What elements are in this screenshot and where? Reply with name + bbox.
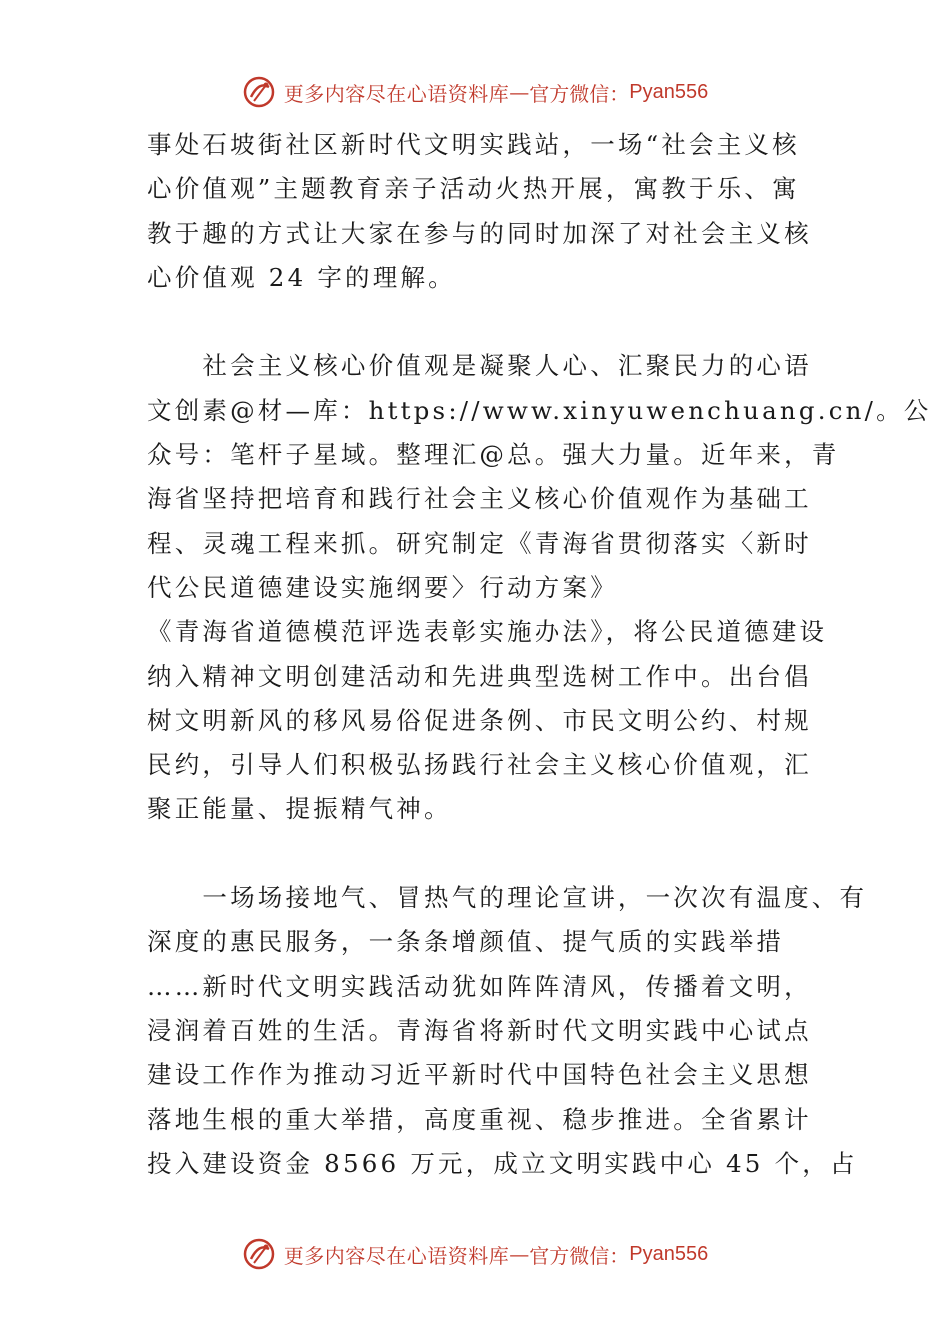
footer-wechat-label: 官方微信： <box>529 1243 630 1268</box>
text-line: 建设工作作为推动习近平新时代中国特色社会主义思想 <box>147 1060 812 1090</box>
text-line: 树文明新风的移风易俗促进条例、市民文明公约、村规 <box>147 705 812 735</box>
document-body <box>147 123 932 1186</box>
text-line: 心价值观”主题教育亲子活动火热开展，寓教于乐、寓 <box>147 174 800 204</box>
text-line: 社会主义核心价值观是凝聚人心、汇聚民力的心语 <box>147 351 812 381</box>
header-wechat-id: Pyan556 <box>629 80 709 103</box>
text-line: 海省坚持把培育和践行社会主义核心价值观作为基础工 <box>147 484 812 514</box>
text-line: ……新时代文明实践活动犹如阵阵清风，传播着文明， <box>147 971 812 1001</box>
text-line: 深度的惠民服务，一条条增颜值、提气质的实践举措 <box>147 927 785 957</box>
text-line: 民约，引导人们积极弘扬践行社会主义核心价值观，汇 <box>147 750 812 780</box>
text-line: 事处石坡街社区新时代文明实践站，一场“社会主义核 <box>147 130 800 159</box>
paragraph <box>147 123 827 300</box>
header-banner-separator: — <box>509 80 530 104</box>
header-wechat-label: 官方微信： <box>529 81 630 106</box>
paragraph-gap <box>147 300 827 344</box>
footer-banner-separator: — <box>509 1242 530 1266</box>
header-banner <box>0 72 950 112</box>
logo-icon <box>242 75 276 109</box>
text-line: 落地生根的重大举措，高度重视、稳步推进。全省累计 <box>147 1104 812 1134</box>
text-line: 心价值观 24 字的理解。 <box>147 262 456 292</box>
text-line: 聚正能量、提振精气神。 <box>147 794 452 824</box>
paragraph-gap <box>147 832 827 876</box>
paragraph <box>147 876 868 1186</box>
text-line: 文创素@材—库：https://www.xinyuwenchuang.cn/。公 <box>147 395 932 425</box>
text-line: 《青海省道德模范评选表彰实施办法》，将公民道德建设 <box>147 617 828 647</box>
text-line: 众号：笔杆子星域。整理汇@总。强大力量。近年来，青 <box>147 440 840 470</box>
footer-banner-text: 更多内容尽在心语资料库 <box>283 1243 510 1268</box>
paragraph <box>147 344 932 831</box>
text-line: 程、灵魂工程来抓。研究制定《青海省贯彻落实〈新时 <box>147 528 812 558</box>
text-line: 投入建设资金 8566 万元，成立文明实践中心 45 个，占 <box>147 1148 858 1178</box>
logo-icon <box>242 1237 276 1271</box>
text-line: 一场场接地气、冒热气的理论宣讲，一次次有温度、有 <box>147 883 868 913</box>
text-line: 纳入精神文明创建活动和先进典型选树工作中。出台倡 <box>147 661 812 691</box>
text-line: 浸润着百姓的生活。青海省将新时代文明实践中心试点 <box>147 1015 812 1045</box>
text-line: 教于趣的方式让大家在参与的同时加深了对社会主义核 <box>147 218 812 248</box>
text-line: 代公民道德建设实施纲要〉行动方案》 <box>147 572 618 602</box>
header-banner-text: 更多内容尽在心语资料库 <box>283 81 510 106</box>
footer-banner <box>0 1234 950 1274</box>
footer-wechat-id: Pyan556 <box>629 1242 709 1265</box>
